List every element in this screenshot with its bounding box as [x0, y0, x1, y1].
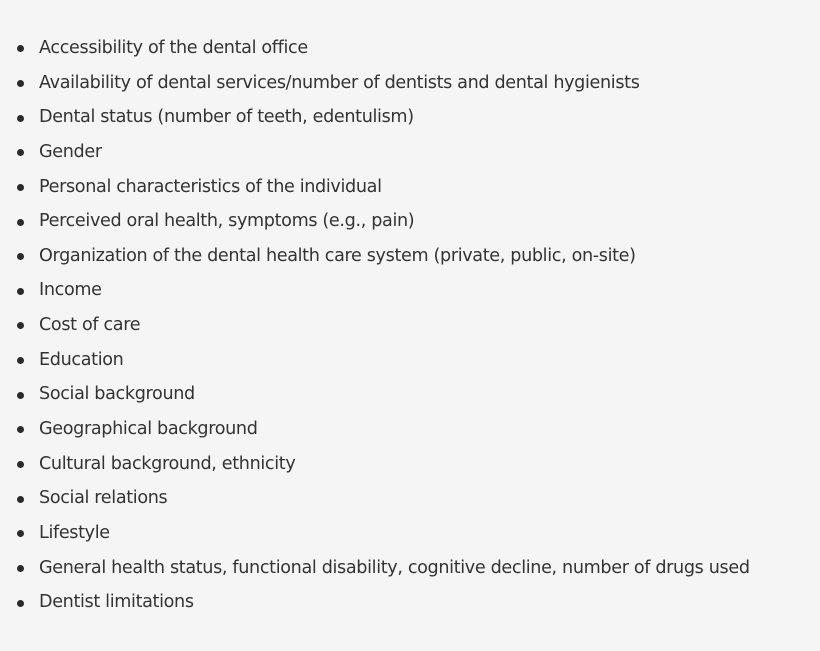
list-item-label: Gender	[39, 141, 102, 162]
list-item-label: Personal characteristics of the individual	[39, 176, 382, 197]
list-item	[0, 204, 750, 239]
list-item	[0, 585, 750, 620]
list-item	[0, 516, 750, 551]
list-item	[0, 412, 750, 447]
list-item-label: Dental status (number of teeth, edentulism)	[39, 107, 414, 128]
bullet-icon	[17, 357, 24, 364]
bullet-icon	[17, 115, 24, 122]
list-item-label: Education	[39, 349, 124, 370]
bullet-icon	[17, 461, 24, 468]
bullet-icon	[17, 219, 24, 226]
bullet-icon	[17, 322, 24, 329]
list-item-label: Organization of the dental health care system (private, public, on-site)	[39, 245, 636, 266]
list-item-label: Perceived oral health, symptoms (e.g., pain)	[39, 211, 415, 232]
list-item	[0, 343, 750, 378]
list-item-label: Lifestyle	[39, 522, 110, 543]
list-item	[0, 377, 750, 412]
list-item-label: Geographical background	[39, 419, 258, 440]
bullet-icon	[17, 392, 24, 399]
list-item-label: Income	[39, 280, 102, 301]
bullet-icon	[17, 184, 24, 191]
list-item	[0, 308, 750, 343]
list-item-label: Accessibility of the dental office	[39, 38, 308, 58]
list-item-label: Cost of care	[39, 315, 141, 336]
list-item	[0, 66, 750, 101]
bullet-icon	[17, 253, 24, 260]
list-item-label: Availability of dental services/number of dentists and dental hygienists	[39, 72, 640, 93]
bullet-icon	[17, 149, 24, 156]
bullet-icon	[17, 288, 24, 295]
bullet-icon	[17, 530, 24, 537]
list-item-label: Social relations	[39, 488, 168, 509]
bullet-icon	[17, 565, 24, 572]
list-item	[0, 135, 750, 170]
list-item	[0, 481, 750, 516]
list-item-label: Social background	[39, 384, 195, 405]
bullet-icon	[17, 80, 24, 87]
list-item	[0, 239, 750, 274]
bullet-icon	[17, 426, 24, 433]
bullet-icon	[17, 600, 24, 607]
list-item	[0, 170, 750, 205]
list-item	[0, 31, 750, 66]
bullet-icon	[17, 496, 24, 503]
list-item	[0, 273, 750, 308]
list-item	[0, 447, 750, 482]
list-item-label: Cultural background, ethnicity	[39, 453, 296, 474]
list-item-label: General health status, functional disability, cognitive decline, number of drugs used	[39, 557, 750, 578]
list-item-label: Dentist limitations	[39, 592, 194, 613]
list-item	[0, 551, 750, 586]
bullet-icon	[17, 45, 24, 52]
list-item	[0, 100, 750, 135]
factor-bullet-list	[0, 31, 750, 620]
